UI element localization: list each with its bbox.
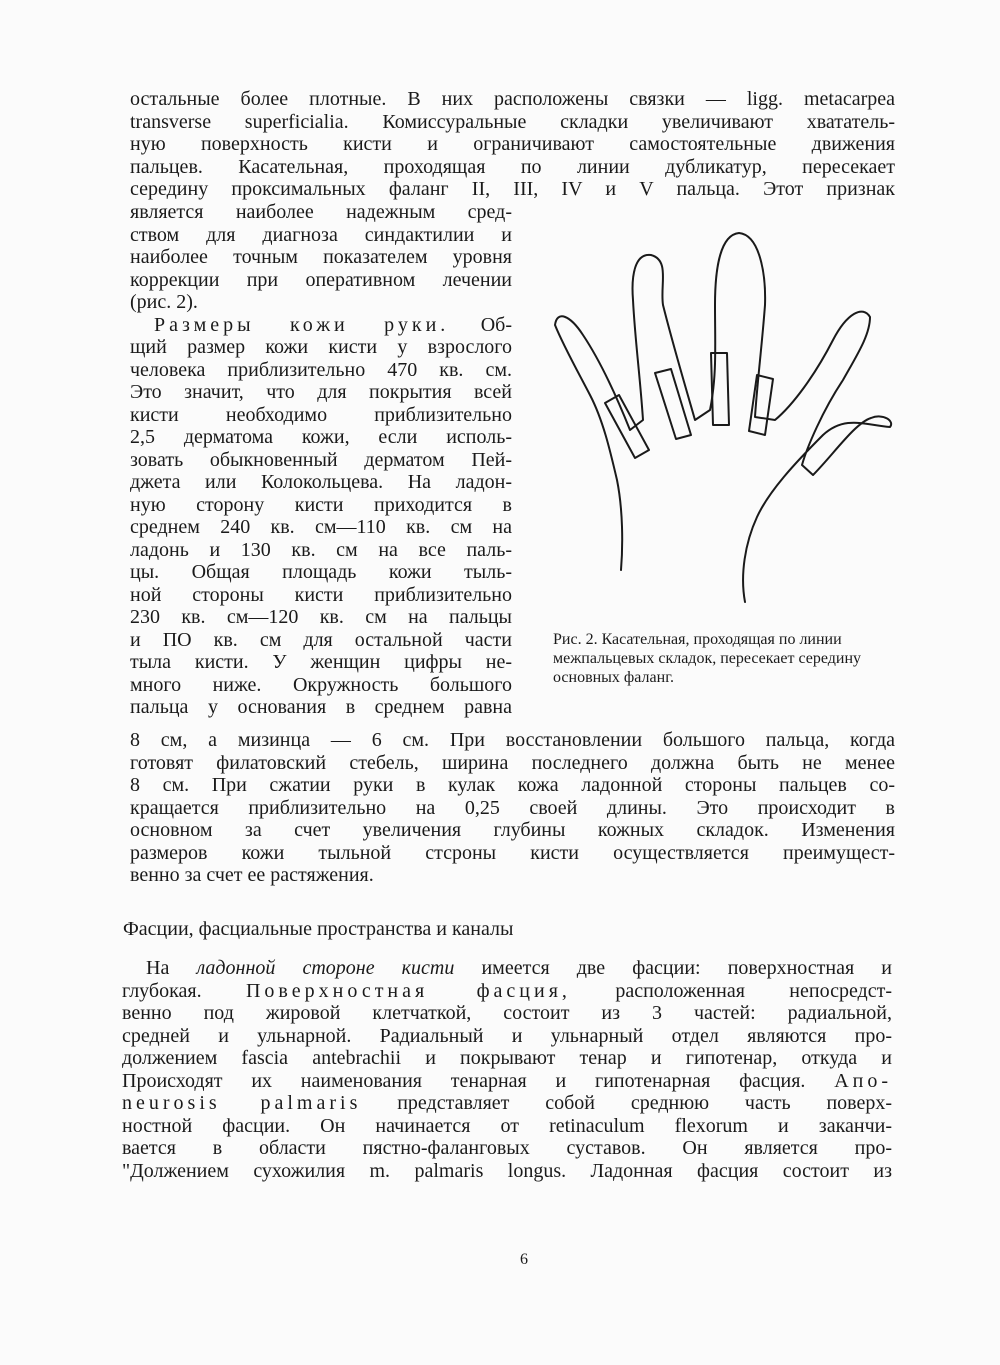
text-line: зовать обыкновенный дерматом Пей- — [130, 448, 512, 471]
text-line: венно под жировой клетчаткой, состоит из 3 частей: радиальной, — [122, 1002, 892, 1024]
text-line: ную сторону кисти приходится в — [130, 493, 512, 516]
text-line: много ниже. Окружность большого — [130, 673, 512, 696]
text-line: джета или Колокольцева. На ладон- — [130, 471, 512, 493]
section-heading: Фасции, фасциальные пространства и каналы — [123, 918, 514, 940]
spaced-term: Апо- — [834, 1069, 892, 1092]
text-line: готовят филатовский стебель, ширина последнего должна быть не менее — [130, 751, 895, 774]
text-line: пальцев. Касательная, проходящая по линии дубликатур, пересекает — [130, 155, 895, 178]
text-line: Это значит, что для покрытия всей — [130, 381, 512, 403]
paragraph-left-column — [130, 201, 512, 719]
text-line: щий размер кожи кисти у взрослого — [130, 336, 512, 358]
spaced-term: Поверхностная фасция, — [245, 979, 571, 1002]
text-line: вается в области пястно-фаланговых суставов. Он является про- — [122, 1137, 892, 1159]
hand-outline — [555, 233, 891, 602]
text-line — [122, 1092, 892, 1115]
text-run: глубокая. — [122, 979, 202, 1002]
text-line: средней и ульнарной. Радиальный и ульнарный отдел являются про- — [122, 1024, 892, 1047]
text-line: должением fascia antebrachii и покрывают тенар и гипотенар, откуда и — [122, 1047, 892, 1069]
text-line: пальца у основания в среднем равна — [130, 696, 512, 718]
text-run: На — [146, 957, 170, 979]
text-run: Происходят их наименования тенарная и гипотенарная фасция. — [122, 1069, 806, 1092]
text-line: коррекции при оперативном лечении — [130, 268, 512, 291]
text-line: кисти необходимо приблизительно — [130, 403, 512, 426]
text-line: остальные более плотные. В них расположены связки — ligg. metacarpea — [130, 88, 895, 110]
finger-phalanx-4 — [749, 375, 773, 435]
finger-phalanx-2 — [655, 369, 691, 439]
text-run: расположенная непосредст- — [615, 979, 893, 1002]
text-line: является наиболее надежным сред- — [130, 201, 512, 223]
text-line — [122, 957, 892, 980]
text-line: "Должением сухожилия m. palmaris longus. Ладонная фасция состоит из — [122, 1159, 892, 1182]
text-line: 8 см. При сжатии руки в кулак кожа ладонной стороны пальцев со- — [130, 774, 895, 796]
text-line — [122, 980, 892, 1003]
size-heading-line — [130, 314, 512, 337]
text-line: размеров кожи тыльной стсроны кисти осуществляется преимущест- — [130, 841, 895, 864]
spaced-term: neurosis palmaris — [122, 1092, 362, 1114]
paragraph-fascia — [122, 957, 892, 1182]
italic-term: ладонной стороне кисти — [196, 957, 455, 979]
text-line: цы. Общая площадь кожи тыль- — [130, 561, 512, 583]
text-run: имеется две фасции: поверхностная и — [481, 957, 893, 979]
text-line: венно за счет ее растяжения. — [130, 864, 374, 886]
text-line: 2,5 дерматома кожи, если исполь- — [130, 426, 512, 448]
text-line: 230 кв. см—120 кв. см на пальцы — [130, 606, 512, 628]
size-heading-rest: Об- — [480, 313, 513, 336]
page-number: 6 — [520, 1251, 528, 1268]
text-line: наиболее точным показателем уровня — [130, 246, 512, 268]
text-line: ладонь и 130 кв. см на все паль- — [130, 538, 512, 561]
text-line: среднем 240 кв. см—110 кв. см на — [130, 516, 512, 538]
figure-caption: Рис. 2. Касательная, проходящая по линии межпальцевых складок, пересекает середину основных фаланг. — [553, 631, 862, 686]
text-line: transverse superficialia. Комиссуральные складки увеличивают хвататель- — [130, 110, 895, 133]
paragraph-top — [130, 88, 895, 201]
text-line — [122, 1070, 892, 1093]
size-heading: Размеры кожи руки. — [154, 313, 450, 336]
text-line: ностной фасции. Он начинается от retinaculum flexorum и заканчи- — [122, 1114, 892, 1137]
text-line: человека приблизительно 470 кв. см. — [130, 358, 512, 381]
text-line: середину проксимальных фаланг II, III, IV и V пальца. Этот признак — [130, 178, 895, 200]
text-line: основном за счет увеличения глубины кожных складок. Изменения — [130, 819, 895, 841]
text-line: ную поверхность кисти и ограничивают самостоятельные движения — [130, 133, 895, 155]
text-line: ством для диагноза синдактилии и — [130, 223, 512, 246]
text-line: тыла кисти. У женщин цифры не- — [130, 651, 512, 673]
text-line: 8 см, а мизинца — 6 см. При восстановлении большого пальца, когда — [130, 729, 895, 751]
text-line: ной стороны кисти приблизительно — [130, 583, 512, 606]
text-line: и ПО кв. см для остальной части — [130, 628, 512, 651]
text-line: кращается приблизительно на 0,25 своей длины. Это происходит в — [130, 796, 895, 819]
text-run: представляет собой среднюю часть поверх- — [397, 1092, 893, 1114]
paragraph-bottom — [130, 729, 895, 887]
hand-outline-figure — [545, 225, 895, 615]
text-line: (рис. 2). — [130, 291, 198, 313]
